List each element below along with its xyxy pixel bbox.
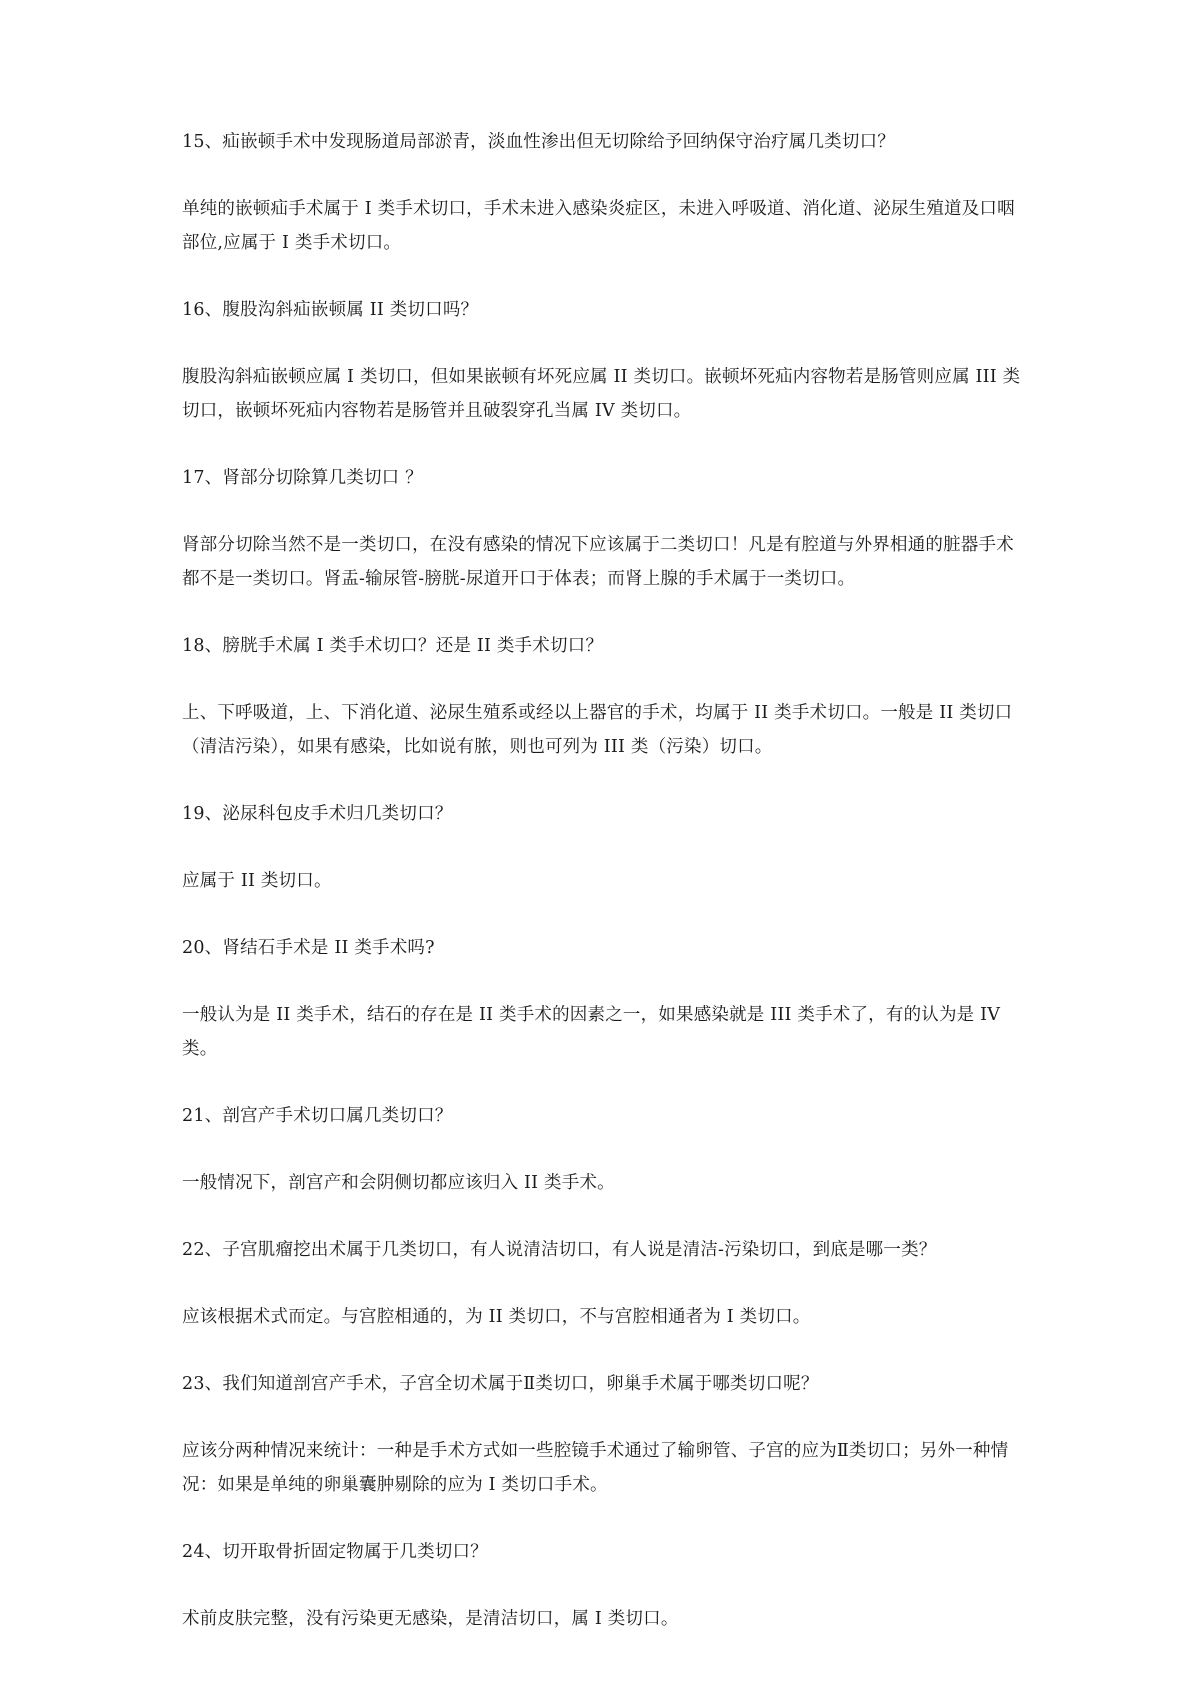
answer-19: 应属于 II 类切口。: [182, 871, 332, 891]
answer-18: 上、下呼吸道，上、下消化道、泌尿生殖系或经以上器官的手术，均属于 II 类手术切口。一般是 II 类切口（清洁污染），如果有感染，比如说有脓，则也可列为 III 类（污染）切口。: [182, 703, 1013, 757]
question-16: 16、腹股沟斜疝嵌顿属 II 类切口吗？: [182, 300, 479, 320]
answer-15: 单纯的嵌顿疝手术属于 I 类手术切口，手术未进入感染炎症区，未进入呼吸道、消化道、泌尿生殖道及口咽部位,应属于 I 类手术切口。: [182, 199, 1015, 253]
qa-item-17: [182, 461, 1022, 596]
qa-list: [182, 125, 1022, 1669]
question-24: 24、切开取骨折固定物属于几类切口？: [182, 1542, 488, 1562]
answer-20: 一般认为是 II 类手术，结石的存在是 II 类手术的因素之一，如果感染就是 III 类手术了，有的认为是 IV 类。: [182, 1005, 1001, 1059]
qa-item-24: [182, 1535, 1022, 1636]
qa-item-19: [182, 797, 1022, 898]
qa-item-15: [182, 125, 1022, 260]
answer-23: 应该分两种情况来统计：一种是手术方式如一些腔镜手术通过了输卵管、子宫的应为Ⅱ类切口；另外一种情况：如果是单纯的卵巢囊肿剔除的应为 I 类切口手术。: [182, 1441, 1009, 1495]
question-22: 22、子宫肌瘤挖出术属于几类切口，有人说清洁切口，有人说是清洁-污染切口，到底是哪一类？: [182, 1240, 937, 1260]
qa-item-18: [182, 629, 1022, 764]
qa-item-16: [182, 293, 1022, 428]
answer-16: 腹股沟斜疝嵌顿应属 I 类切口，但如果嵌顿有坏死应属 II 类切口。嵌顿坏死疝内容物若是肠管则应属 III 类切口，嵌顿坏死疝内容物若是肠管并且破裂穿孔当属 IV 类切口。: [182, 367, 1021, 421]
question-15: 15、疝嵌顿手术中发现肠道局部淤青，淡血性渗出但无切除给予回纳保守治疗属几类切口？: [182, 132, 895, 152]
qa-item-20: [182, 931, 1022, 1066]
qa-item-22: [182, 1233, 1022, 1334]
answer-17: 肾部分切除当然不是一类切口，在没有感染的情况下应该属于二类切口！凡是有腔道与外界相通的脏器手术都不是一类切口。肾盂-输尿管-膀胱-尿道开口于体表；而肾上腺的手术属于一类切口。: [182, 535, 1014, 589]
question-23: 23、我们知道剖宫产手术，子宫全切术属于Ⅱ类切口，卵巢手术属于哪类切口呢？: [182, 1374, 819, 1394]
answer-21: 一般情况下，剖宫产和会阴侧切都应该归入 II 类手术。: [182, 1173, 615, 1193]
answer-22: 应该根据术式而定。与宫腔相通的，为 II 类切口，不与宫腔相通者为 I 类切口。: [182, 1307, 811, 1327]
qa-item-21: [182, 1099, 1022, 1200]
question-17: 17、肾部分切除算几类切口 ？: [182, 468, 423, 488]
question-21: 21、剖宫产手术切口属几类切口？: [182, 1106, 453, 1126]
qa-item-23: [182, 1367, 1022, 1502]
question-18: 18、膀胱手术属 I 类手术切口？还是 II 类手术切口？: [182, 636, 604, 656]
answer-24: 术前皮肤完整，没有污染更无感染，是清洁切口，属 I 类切口。: [182, 1609, 679, 1629]
question-20: 20、肾结石手术是 II 类手术吗?: [182, 938, 435, 958]
question-19: 19、泌尿科包皮手术归几类切口？: [182, 804, 453, 824]
